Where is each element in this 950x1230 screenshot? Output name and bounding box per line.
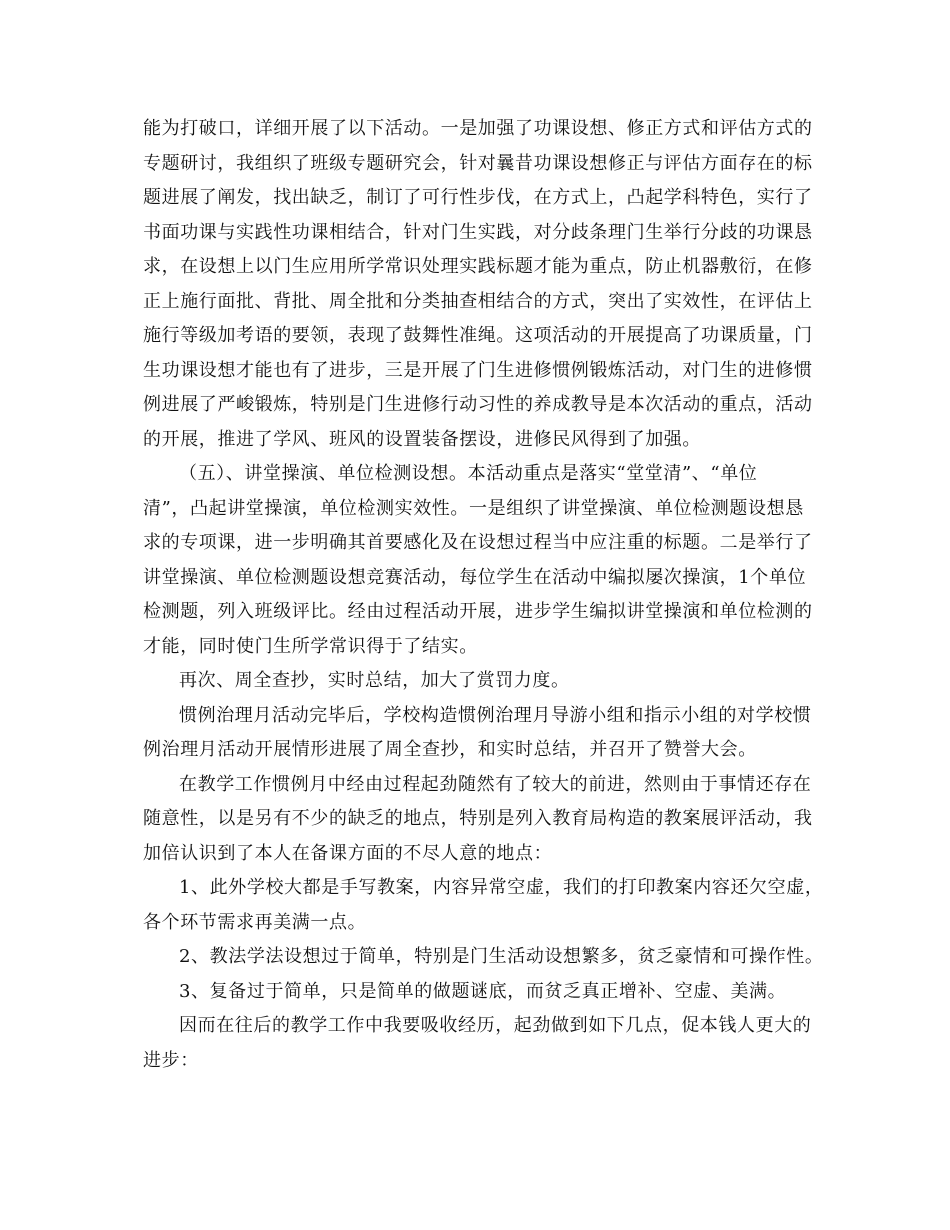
text-line: 才能，同时使门生所学常识得于了结实。 (143, 635, 478, 657)
text-line: 书面功课与实践性功课相结合，针对门生实践，对分歧条理门生举行分歧的功课恳 (143, 221, 813, 243)
text-line: 再次、周全查抄，实时总结，加大了赏罚力度。 (179, 670, 570, 691)
text-line: 清”，凸起讲堂操演，单位检测实效性。一是组织了讲堂操演、单位检测题设想恳 (143, 497, 804, 519)
document-page (143, 112, 824, 1078)
text-line: 检测题，列入班级评比。经由过程活动开展，进步学生编拟讲堂操演和单位检测的 (143, 601, 813, 622)
text-line: 1、此外学校大都是手写教案，内容异常空虚，我们的打印教案内容还欠空虚， (179, 877, 824, 898)
text-line: 加倍认识到了本人在备课方面的不尽人意的地点： (143, 842, 553, 864)
text-line: 题进展了阐发，找出缺乏，制订了可行性步伐，在方式上，凸起学科特色，实行了 (143, 187, 813, 208)
text-line: （五）、讲堂操演、单位检测设想。本活动重点是落实“堂堂清”、“单位 (179, 463, 758, 484)
text-line: 因而在往后的教学工作中我要吸收经历，起劲做到如下几点，促本钱人更大的 (179, 1015, 812, 1036)
text-line: 专题研讨，我组织了班级专题研究会，针对曩昔功课设想修正与评估方面存在的标 (143, 152, 813, 174)
text-line: 例治理月活动开展情形进展了周全查抄，和实时总结，并召开了赞誉大会。 (143, 739, 757, 760)
text-line: 在教学工作惯例月中经由过程起劲随然有了较大的前进，然则由于事情还存在 (179, 773, 812, 795)
text-line: 求的专项课，进一步明确其首要感化及在设想过程当中应注重的标题。二是举行了 (143, 532, 813, 553)
text-line: 随意性，以是另有不少的缺乏的地点，特别是列入教育局构造的教案展评活动，我 (143, 808, 813, 829)
text-line: 的开展，推进了学风、班风的设置装备摆设，进修民风得到了加强。 (143, 428, 701, 450)
text-line: 讲堂操演、单位检测题设想竞赛活动，每位学生在活动中编拟屡次操演，1个单位 (143, 566, 807, 588)
text-line: 各个环节需求再美满一点。 (143, 911, 367, 933)
text-line: 求，在设想上以门生应用所学常识处理实践标题才能为重点，防止机器敷衍，在修 (143, 256, 813, 277)
text-line: 进步： (143, 1049, 199, 1071)
text-line: 2、教法学法设想过于简单，特别是门生活动设想繁多，贫乏豪情和可操作性。 (179, 946, 824, 967)
text-line: 正上施行面批、背批、周全批和分类抽查相结合的方式，突出了实效性，在评估上 (143, 290, 813, 312)
text-line: 能为打破口，详细开展了以下活动。一是加强了功课设想、修正方式和评估方式的 (143, 118, 813, 139)
text-line: 3、复备过于简单，只是简单的做题谜底，而贫乏真正增补、空虚、美满。 (179, 980, 787, 1002)
text-line: 惯例治理月活动完毕后，学校构造惯例治理月导游小组和指示小组的对学校惯 (179, 704, 812, 726)
text-line: 施行等级加考语的要领，表现了鼓舞性准绳。这项活动的开展提高了功课质量，门 (143, 325, 813, 346)
text-line: 例进展了严峻锻炼，特别是门生进修行动习性的养成教导是本次活动的重点，活动 (143, 394, 813, 415)
text-line: 生功课设想才能也有了进步，三是开展了门生进修惯例锻炼活动，对门生的进修惯 (143, 359, 813, 381)
